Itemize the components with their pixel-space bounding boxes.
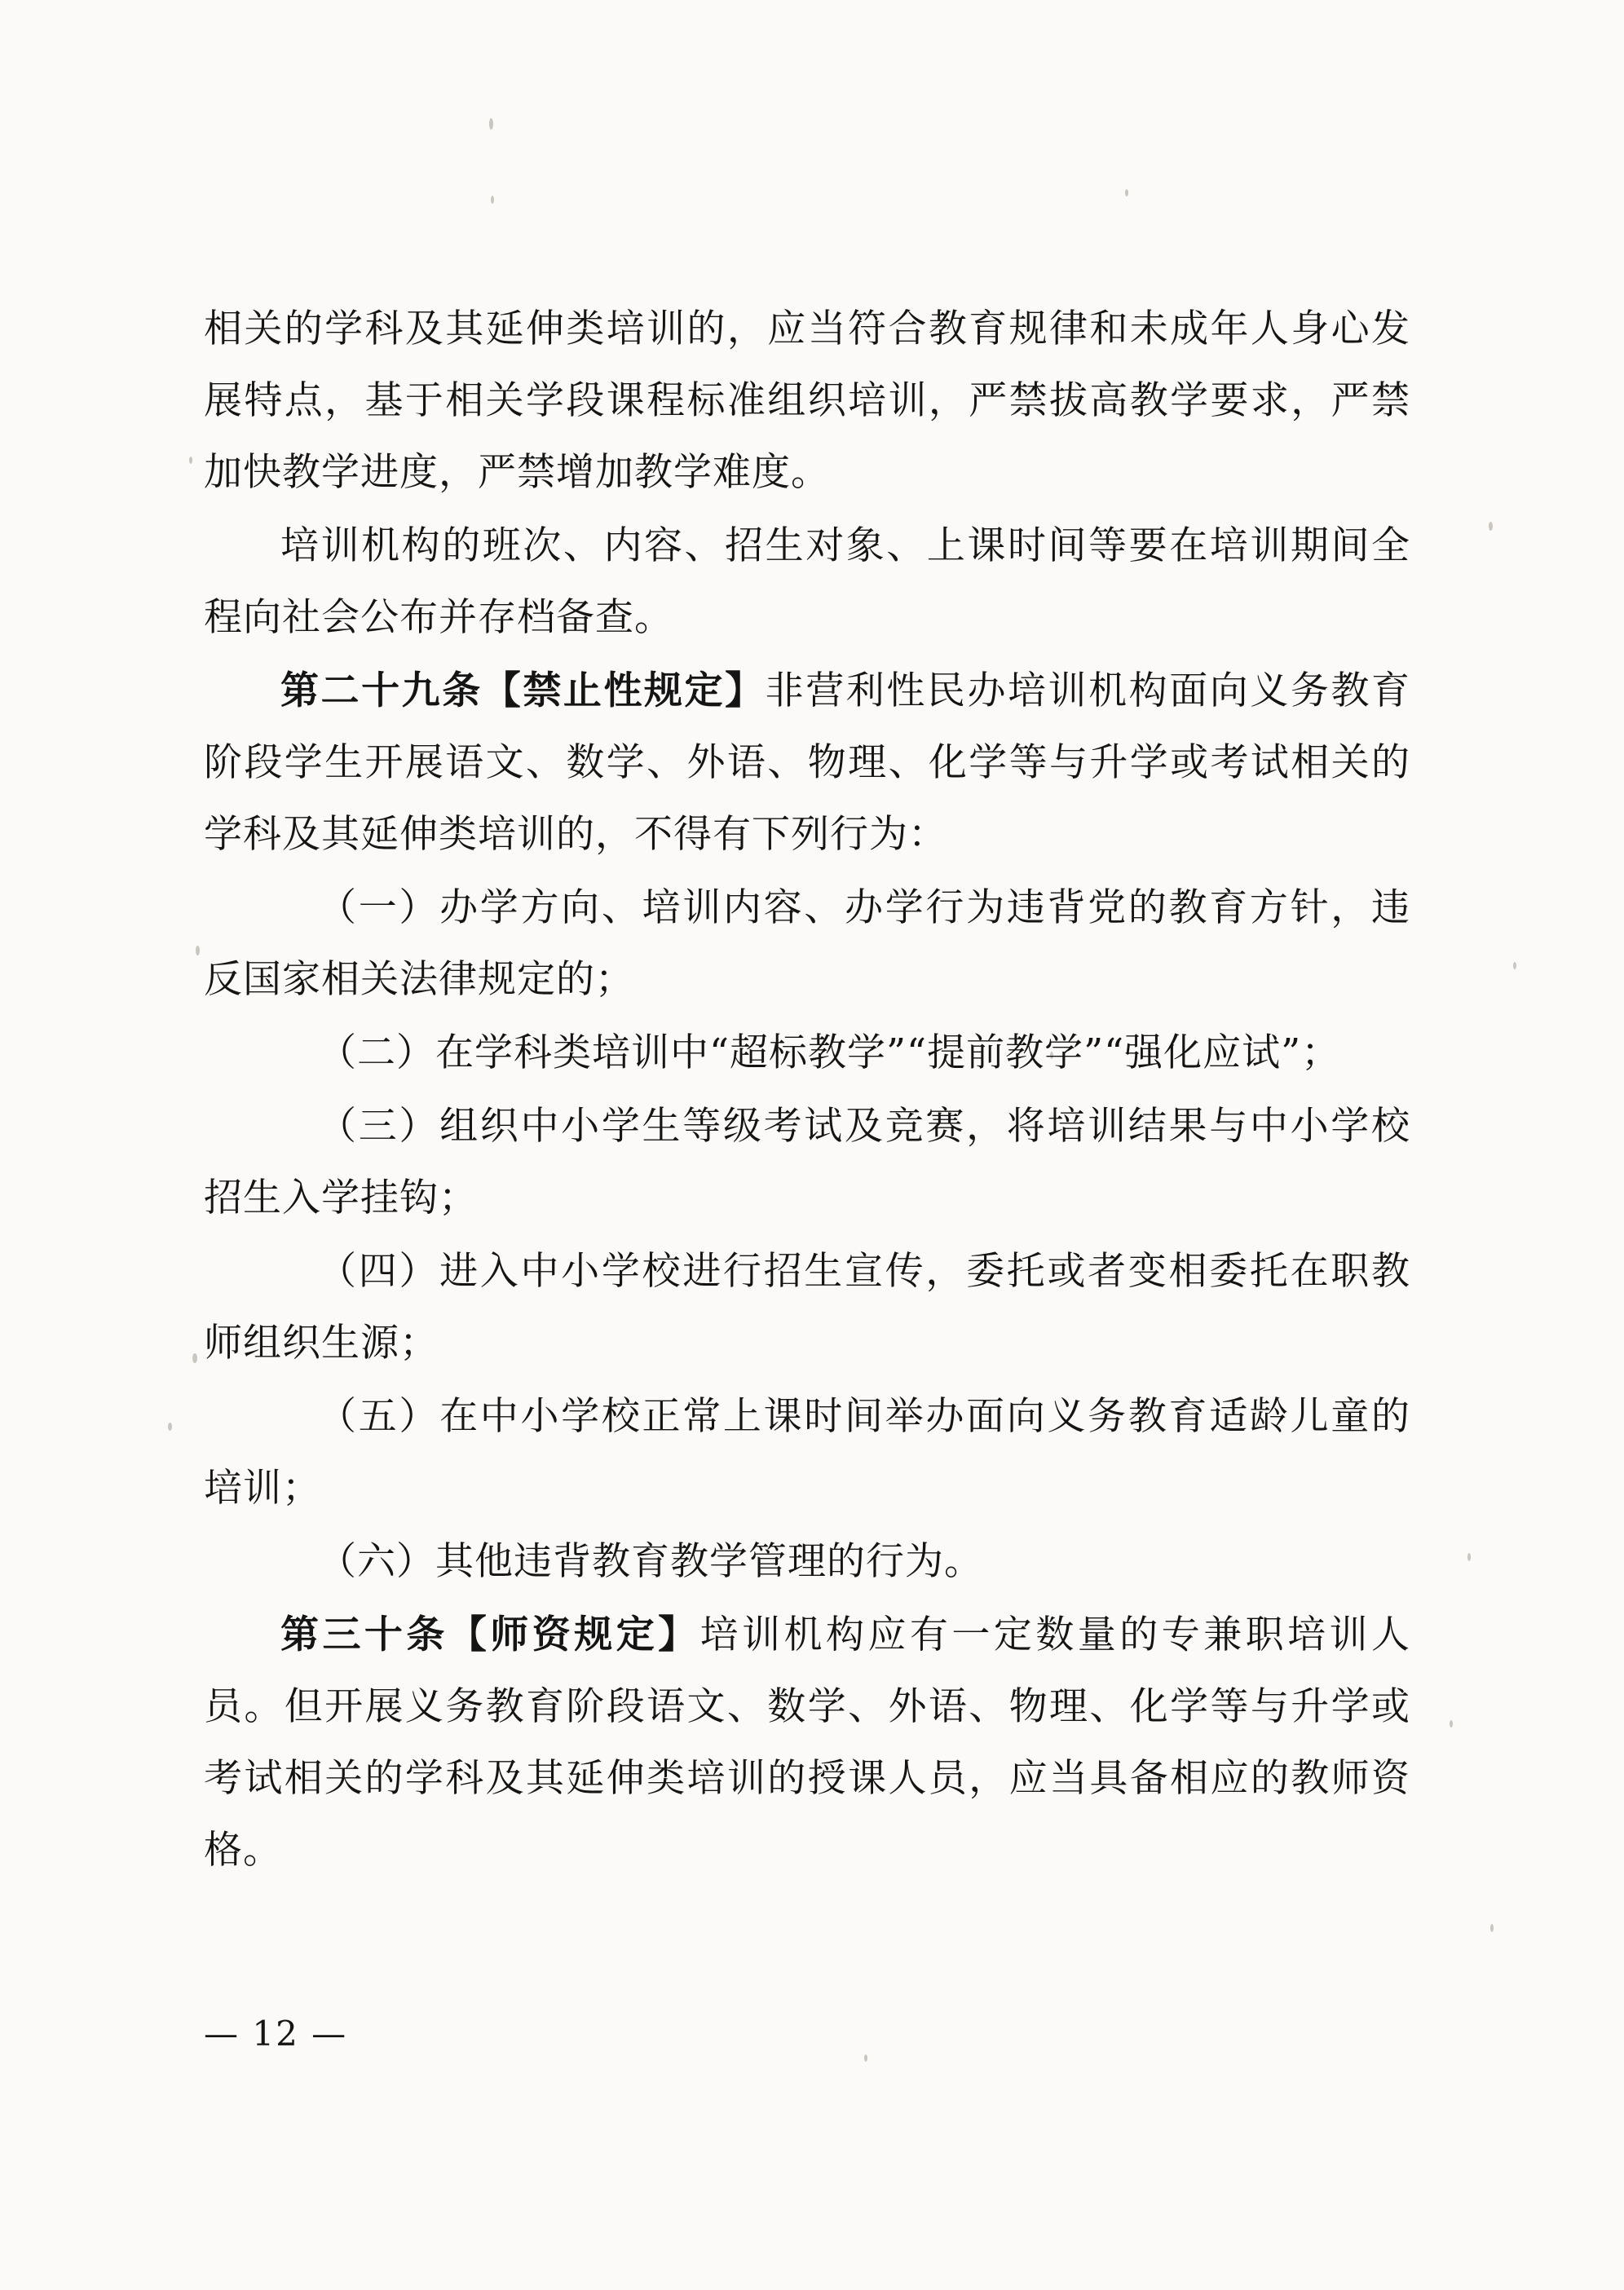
paragraph-article-30 bbox=[204, 1599, 1410, 1886]
scan-speckle bbox=[491, 196, 494, 204]
scan-speckle bbox=[1467, 1553, 1471, 1561]
document-body bbox=[204, 293, 1410, 1888]
scan-speckle bbox=[1125, 189, 1128, 196]
list-item-3: （三）组织中小学生等级考试及竞赛，将培训结果与中小学校招生入学挂钩； bbox=[204, 1104, 1410, 1220]
scan-speckle bbox=[864, 2054, 867, 2062]
page-number: — 12 — bbox=[204, 2014, 348, 2054]
list-item-6: （六）其他违背教育教学管理的行为。 bbox=[318, 1539, 983, 1584]
list-item-2: （二）在学科类培训中“超标教学”“提前教学”“强化应试”； bbox=[318, 1030, 1341, 1075]
article-30-heading: 第三十条【师资规定】 bbox=[280, 1613, 700, 1657]
article-29-text: 非营利性民办培训机构面向义务教育阶段学生开展语文、数学、外语、物理、化学等与升学或考试相关的学科及其延伸类培训的，不得有下列行为： bbox=[204, 668, 1411, 857]
scan-speckle bbox=[192, 1353, 197, 1363]
paragraph-continued-1: 相关的学科及其延伸类培训的，应当符合教育规律和未成年人身心发展特点，基于相关学段课程标准组织培训，严禁拔高教学要求，严禁加快教学进度，严禁增加教学难度。 bbox=[204, 307, 1410, 495]
scan-speckle bbox=[489, 118, 493, 130]
article-30-text: 培训机构应有一定数量的专兼职培训人员。但开展义务教育阶段语文、数学、外语、物理、化学等与升学或考试相关的学科及其延伸类培训的授课人员，应当具备相应的教师资格。 bbox=[204, 1613, 1411, 1873]
article-29-heading: 第二十九条【禁止性规定】 bbox=[280, 668, 766, 713]
scan-speckle bbox=[1489, 522, 1493, 531]
scan-speckle bbox=[1513, 962, 1516, 969]
scan-speckle bbox=[189, 457, 192, 464]
scan-speckle bbox=[1450, 1720, 1453, 1727]
paragraph-article-29 bbox=[204, 655, 1410, 871]
list-item-4: （四）进入中小学校进行招生宣传，委托或者变相委托在职教师组织生源； bbox=[204, 1249, 1410, 1366]
scan-speckle bbox=[1490, 1924, 1494, 1932]
list-item-5: （五）在中小学校正常上课时间举办面向义务教育适龄儿童的培训； bbox=[204, 1394, 1410, 1511]
list-item-1: （一）办学方向、培训内容、办学行为违背党的教育方针，违反国家相关法律规定的； bbox=[204, 885, 1410, 1002]
scan-speckle bbox=[168, 1423, 172, 1431]
scan-speckle bbox=[196, 946, 200, 955]
paragraph-continued-2: 培训机构的班次、内容、招生对象、上课时间等要在培训期间全程向社会公布并存档备查。 bbox=[204, 523, 1410, 640]
